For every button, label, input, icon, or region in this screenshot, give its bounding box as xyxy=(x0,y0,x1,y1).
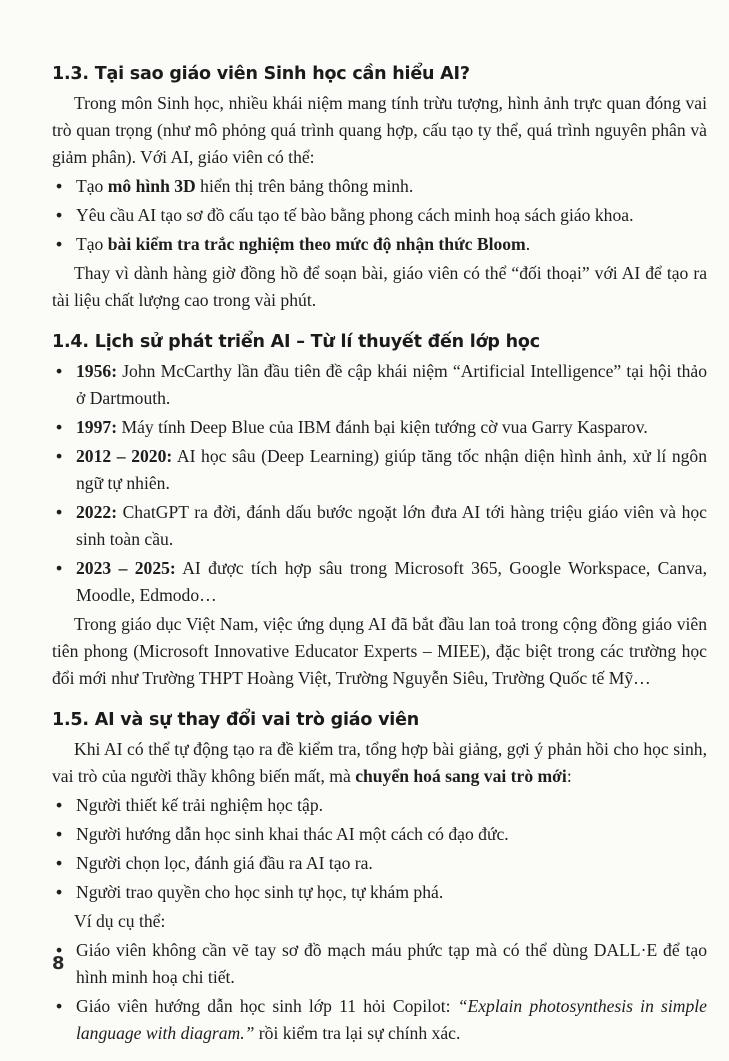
text-run: AI học sâu (Deep Learning) giúp tăng tốc nhận diện hình ảnh, xử lí ngôn ngữ tự nhiên. xyxy=(76,446,708,493)
list-item xyxy=(52,879,707,906)
paragraph xyxy=(52,260,707,314)
text-run: Tạo xyxy=(76,234,108,254)
text-run: John McCarthy lần đầu tiên đề cập khái niệm “Artificial Intelligence” tại hội thảo ở Dartmouth. xyxy=(76,361,707,408)
bold-text: chuyển hoá sang vai trò mới xyxy=(355,766,567,786)
text-run: hiển thị trên bảng thông minh. xyxy=(195,176,414,196)
bullet-list xyxy=(52,937,707,1047)
text-run: : xyxy=(566,766,572,786)
text-run: Tạo xyxy=(76,176,108,196)
list-item xyxy=(52,499,707,553)
text-run: rồi kiểm tra lại sự chính xác. xyxy=(254,1023,461,1043)
list-item xyxy=(52,202,707,229)
list-item xyxy=(52,358,707,412)
bullet-list xyxy=(52,173,707,258)
text-run: Người hướng dẫn học sinh khai thác AI một cách có đạo đức. xyxy=(76,824,509,844)
text-run: Giáo viên không cần vẽ tay sơ đồ mạch máu phức tạp mà có thể dùng DALL·E để tạo hình minh hoạ chi tiết. xyxy=(76,940,707,987)
bold-text: 2022: xyxy=(76,502,118,522)
text-run: AI được tích hợp sâu trong Microsoft 365, Google Workspace, Canva, Moodle, Edmodo… xyxy=(76,558,708,605)
list-item xyxy=(52,792,707,819)
bold-text: mô hình 3D xyxy=(107,176,196,196)
bold-text: 1997: xyxy=(76,417,118,437)
paragraph xyxy=(52,736,707,790)
text-run: Trong giáo dục Việt Nam, việc ứng dụng AI đã bắt đầu lan toả trong cộng đồng giáo viên tiên phong (Microsoft Innovative Educator Experts – MIEE), đặc biệt trong các trường học đổi mới như Trường THPT Hoàng Việt, Trường Nguyễn Siêu, Trường Quốc tế Mỹ… xyxy=(52,614,707,688)
section-heading: 1.5. AI và sự thay đổi vai trò giáo viên xyxy=(52,710,420,730)
list-item xyxy=(52,821,707,848)
bullet-list xyxy=(52,792,707,906)
text-run: Ví dụ cụ thể: xyxy=(74,911,166,931)
section xyxy=(52,706,707,1047)
text-run: . xyxy=(525,234,531,254)
list-item xyxy=(52,231,707,258)
list-item xyxy=(52,850,707,877)
italic-text: “Explain photosynthesis in simple language with diagram.” xyxy=(76,996,707,1043)
text-run: Người thiết kế trải nghiệm học tập. xyxy=(76,795,324,815)
paragraph xyxy=(52,908,707,935)
list-item xyxy=(52,414,707,441)
text-run: Trong môn Sinh học, nhiều khái niệm mang tính trừu tượng, hình ảnh trực quan đóng vai trò quan trọng (như mô phỏng quá trình quang hợp, cấu tạo ty thể, quá trình nguyên phân và giảm phân). Với AI, giáo viên có thể: xyxy=(52,93,707,167)
list-item xyxy=(52,443,707,497)
bullet-list xyxy=(52,358,707,609)
bold-text: 1956: xyxy=(76,361,118,381)
list-item xyxy=(52,937,707,991)
section xyxy=(52,60,707,314)
text-run: Thay vì dành hàng giờ đồng hồ để soạn bài, giáo viên có thể “đối thoại” với AI để tạo ra tài liệu chất lượng cao trong vài phút. xyxy=(52,263,707,310)
section-heading: 1.4. Lịch sử phát triển AI – Từ lí thuyết đến lớp học xyxy=(52,332,540,352)
section xyxy=(52,328,707,692)
bold-text: bài kiểm tra trắc nghiệm theo mức độ nhận thức Bloom xyxy=(107,234,526,254)
paragraph xyxy=(52,90,707,171)
text-run: Máy tính Deep Blue của IBM đánh bại kiện tướng cờ vua Garry Kasparov. xyxy=(117,417,648,437)
text-run: Yêu cầu AI tạo sơ đồ cấu tạo tế bào bằng phong cách minh hoạ sách giáo khoa. xyxy=(76,205,634,225)
document-page xyxy=(52,60,707,1061)
text-run: ChatGPT ra đời, đánh dấu bước ngoặt lớn đưa AI tới hàng triệu giáo viên và học sinh toàn cầu. xyxy=(76,502,707,549)
list-item xyxy=(52,173,707,200)
text-run: Khi AI có thể tự động tạo ra đề kiểm tra, tổng hợp bài giảng, gợi ý phản hồi cho học sinh, vai trò của người thầy không biến mất, mà xyxy=(52,739,707,786)
bold-text: 2023 – 2025: xyxy=(76,558,176,578)
page-number: 8 xyxy=(52,953,65,974)
text-run: Người chọn lọc, đánh giá đầu ra AI tạo ra. xyxy=(76,853,373,873)
paragraph xyxy=(52,611,707,692)
section-heading: 1.3. Tại sao giáo viên Sinh học cần hiểu AI? xyxy=(52,64,470,84)
bold-text: 2012 – 2020: xyxy=(76,446,173,466)
list-item xyxy=(52,993,707,1047)
list-item xyxy=(52,555,707,609)
text-run: Người trao quyền cho học sinh tự học, tự khám phá. xyxy=(76,882,444,902)
text-run: Giáo viên hướng dẫn học sinh lớp 11 hỏi Copilot: xyxy=(76,996,458,1016)
